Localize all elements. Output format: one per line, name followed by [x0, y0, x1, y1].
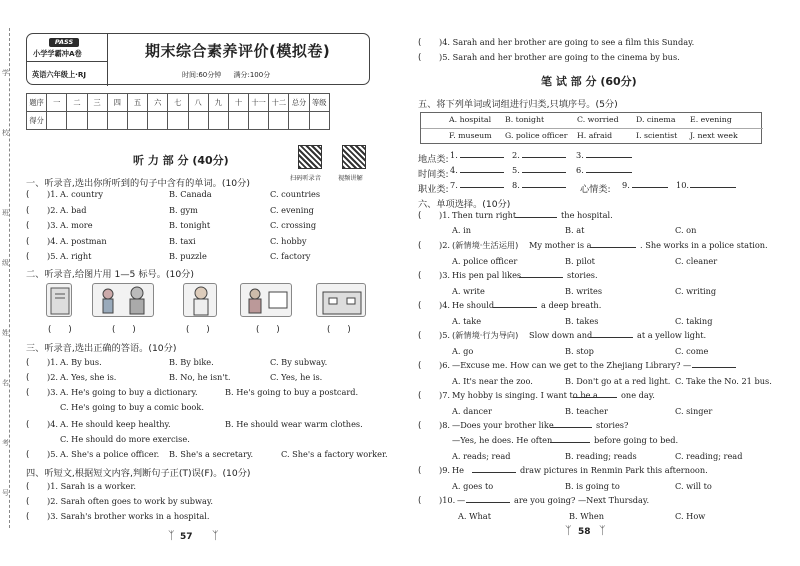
- blank-number: 3.: [576, 150, 584, 160]
- category-time: 时间类:: [418, 169, 449, 180]
- answer-paren[interactable]: (: [26, 420, 30, 430]
- statement-text: )5. Sarah and her brother are going to the cinema by bus.: [439, 52, 680, 62]
- listening-title: 听 力 部 分 (40分): [133, 154, 229, 167]
- option-b: B. When: [569, 511, 605, 521]
- option-b: B. By bike.: [169, 357, 214, 367]
- section-6-title: 六、单项选择。(10分): [418, 199, 511, 210]
- answer-paren[interactable]: (: [26, 373, 30, 383]
- word-row-2: [421, 129, 763, 145]
- answer-blank[interactable]: [466, 495, 510, 503]
- question-number: )9.: [439, 465, 451, 475]
- ornament-icon: ᛉ: [168, 529, 175, 542]
- answer-paren[interactable]: (: [26, 482, 30, 492]
- option-b: B. stop: [565, 346, 594, 356]
- option-c: C. She's a factory worker.: [281, 449, 388, 459]
- option-a: A. postman: [60, 235, 107, 246]
- score-cell[interactable]: [168, 112, 188, 130]
- answer-blank[interactable]: [589, 330, 633, 338]
- kids-picture: [92, 283, 154, 317]
- word-option: D. cinema: [636, 115, 676, 124]
- question-stem: draw pictures in Renmin Park this afternoon.: [520, 465, 708, 475]
- score-header-cell: 六: [148, 94, 168, 112]
- score-header-cell: 总分: [289, 94, 309, 112]
- word-row-1: [421, 113, 763, 129]
- word-option: J. next week: [690, 131, 738, 140]
- score-header-cell: 十二: [269, 94, 289, 112]
- answer-blank[interactable]: [550, 435, 590, 443]
- option-c: C. hobby: [270, 235, 307, 246]
- score-cell[interactable]: [208, 112, 228, 130]
- option-a: A. more: [60, 220, 93, 230]
- option-a: A. go: [452, 346, 474, 356]
- answer-blank[interactable]: [472, 465, 516, 473]
- question-stem: His pen pal likes: [452, 270, 522, 280]
- question-text: )1.: [47, 189, 59, 199]
- word-box: [420, 112, 762, 144]
- statement-text: )3. Sarah's brother works in a hospital.: [47, 511, 210, 521]
- exam-full-score: 满分:100分: [233, 71, 271, 79]
- score-header-cell: 十: [228, 94, 248, 112]
- answer-blank[interactable]: [519, 270, 563, 278]
- answer-blank[interactable]: [690, 180, 736, 188]
- binding-label: 学: [2, 69, 9, 77]
- question-text: )5.: [47, 449, 59, 459]
- question-text: )5.: [47, 251, 59, 261]
- question-stem: one day.: [621, 390, 655, 400]
- exam-title: 期末综合素养评价(模拟卷): [145, 42, 331, 60]
- answer-paren[interactable]: (: [418, 466, 422, 476]
- question-number: )4.: [439, 300, 451, 310]
- answer-paren[interactable]: (: [418, 38, 422, 48]
- score-header-cell: 九: [208, 94, 228, 112]
- score-header-cell: 四: [107, 94, 127, 112]
- option-b: B. Don't go at a red light.: [565, 376, 671, 386]
- option-c: C. taking: [675, 316, 713, 326]
- statement-text: )4. Sarah and her brother are going to see a film this Sunday.: [439, 37, 695, 47]
- question-stem: He should: [452, 300, 495, 310]
- answer-paren[interactable]: (: [26, 512, 30, 522]
- category-job: 职业类:: [418, 184, 449, 195]
- option-c: C. on: [675, 225, 697, 235]
- option-a: A. goes to: [452, 481, 494, 491]
- score-input-row: [27, 112, 330, 130]
- question-stem: stories.: [567, 270, 598, 280]
- question-number: )7.: [439, 390, 451, 400]
- section-1-title: 一、听录音,选出你所听到的句子中含有的单词。(10分): [26, 178, 250, 189]
- question-stem: are you going? —Next Thursday.: [514, 495, 650, 505]
- option-a: A. write: [452, 286, 485, 296]
- option-b: B. tonight: [169, 220, 211, 230]
- option-c: C. How: [675, 511, 706, 521]
- qr-code-icon[interactable]: [298, 145, 322, 169]
- option-b: B. No, he isn't.: [169, 372, 231, 382]
- score-cell[interactable]: [47, 112, 67, 130]
- exam-meta: [182, 70, 280, 80]
- option-b: B. gym: [169, 204, 198, 215]
- option-a: A. She's a police officer.: [60, 449, 160, 459]
- question-stem: —Excuse me. How can we get to the Zhejiang Library? —: [452, 360, 692, 370]
- score-header-cell: 一: [47, 94, 67, 112]
- context-tag: (新情境·生活运用): [452, 240, 519, 250]
- answer-blank[interactable]: [515, 210, 557, 218]
- score-cell[interactable]: [228, 112, 248, 130]
- answer-paren[interactable]: (: [26, 205, 30, 216]
- answer-paren[interactable]: (: [418, 361, 422, 371]
- answer-blank[interactable]: [573, 390, 617, 398]
- option-a: A. It's near the zoo.: [452, 376, 533, 386]
- score-cell[interactable]: [148, 112, 168, 130]
- score-cell[interactable]: [127, 112, 147, 130]
- question-stem: —Yes, he does. He often: [452, 435, 553, 445]
- word-option: B. tonight: [505, 115, 545, 124]
- building-picture: [316, 283, 366, 317]
- answer-paren[interactable]: (: [26, 221, 30, 231]
- question-stem: . She works in a police station.: [640, 240, 768, 250]
- word-option: F. museum: [449, 131, 492, 140]
- option-a: A. dancer: [452, 406, 492, 416]
- option-c: C. writing: [675, 286, 717, 296]
- option-c: C. countries: [270, 189, 321, 199]
- word-option: I. scientist: [636, 131, 678, 140]
- option-c: C. singer: [675, 406, 713, 416]
- option-a: A. Yes, she is.: [60, 372, 117, 382]
- score-table: [26, 93, 330, 130]
- answer-paren[interactable]: (: [418, 421, 422, 431]
- option-b: B. taxi: [169, 235, 196, 246]
- score-cell[interactable]: [249, 112, 269, 130]
- question-stem: My mother is a: [529, 240, 592, 250]
- binding-margin: [0, 28, 18, 528]
- answer-paren[interactable]: (: [26, 450, 30, 460]
- painting-picture: [240, 283, 292, 317]
- question-number: )8.: [439, 420, 451, 430]
- option-a: A. reads; read: [452, 451, 511, 461]
- question-text: )4.: [47, 235, 59, 246]
- question-stem: the hospital.: [561, 210, 613, 220]
- qr-caption-video: 视频讲解: [338, 175, 363, 182]
- option-c: C. reading; read: [675, 451, 743, 461]
- page-number: 57: [180, 532, 193, 542]
- blank-number: 10.: [676, 180, 690, 190]
- answer-paren[interactable]: (: [418, 496, 422, 506]
- option-a: A. right: [60, 251, 92, 261]
- answer-paren[interactable]: (: [26, 190, 30, 200]
- section-5-title: 五、将下列单词或词组进行归类,只填序号。(5分): [418, 99, 618, 110]
- score-header-cell: 三: [87, 94, 107, 112]
- ornament-icon: ᛉ: [599, 524, 606, 537]
- option-b: B. at: [565, 225, 585, 235]
- qr-code-icon[interactable]: [342, 145, 366, 169]
- answer-paren[interactable]: (: [418, 301, 422, 311]
- option-c: C. will to: [675, 481, 712, 491]
- answer-blank[interactable]: [460, 165, 504, 173]
- question-stem: —: [457, 495, 466, 505]
- question-number: )3.: [439, 270, 451, 280]
- score-header-cell: 八: [188, 94, 208, 112]
- option-a: A. bad: [60, 204, 87, 215]
- option-a: A. He should keep healthy.: [60, 419, 171, 429]
- score-header-cell: 题序: [27, 94, 47, 112]
- binding-label: 校: [2, 129, 9, 137]
- blank-number: 9.: [622, 180, 630, 190]
- binding-label: 级: [2, 259, 9, 267]
- question-number: )5.: [439, 330, 451, 340]
- blank-number: 8.: [512, 180, 520, 190]
- statement-text: )1. Sarah is a worker.: [47, 481, 136, 491]
- answer-paren[interactable]: (: [418, 53, 422, 63]
- exam-header: [26, 33, 370, 85]
- question-number: )10.: [439, 495, 456, 505]
- answer-blank[interactable]: [522, 150, 566, 158]
- option-b: B. She's a secretary.: [169, 449, 254, 459]
- answer-blank[interactable]: [590, 240, 636, 248]
- blank-number: 5.: [512, 165, 520, 175]
- word-option: A. hospital: [449, 115, 492, 124]
- binding-label: 名: [2, 379, 9, 387]
- blank-number: 1.: [450, 150, 458, 160]
- answer-paren[interactable]: (: [418, 271, 422, 281]
- page-number: 58: [578, 527, 591, 537]
- question-stem: My hobby is singing. I want to be a: [452, 390, 598, 400]
- context-tag: (新情境·行为导向): [452, 330, 519, 340]
- answer-paren[interactable]: (: [418, 211, 422, 221]
- option-b: B. teacher: [565, 406, 608, 416]
- option-a: A. What: [458, 511, 491, 521]
- section-3-title: 三、听录音,选出正确的答语。(10分): [26, 343, 177, 354]
- scientist-picture: [183, 283, 217, 317]
- blank-number: 2.: [512, 150, 520, 160]
- pass-logo: PASS: [49, 38, 79, 47]
- answer-blank[interactable]: [692, 360, 736, 368]
- score-cell[interactable]: [67, 112, 87, 130]
- option-a: A. He's going to buy a dictionary.: [60, 387, 198, 397]
- option-b: B. Canada: [169, 189, 212, 199]
- score-cell[interactable]: [87, 112, 107, 130]
- answer-paren[interactable]: ( ): [112, 325, 136, 335]
- score-header-cell: 七: [168, 94, 188, 112]
- question-stem: Then turn right: [452, 210, 517, 220]
- grade-label: 英语六年级上·RJ: [32, 70, 87, 79]
- blank-number: 4.: [450, 165, 458, 175]
- score-cell[interactable]: [188, 112, 208, 130]
- question-text: )2.: [47, 372, 59, 382]
- qr-caption-audio: 扫码听录音: [290, 175, 321, 182]
- score-header-cell: 等级: [309, 94, 329, 112]
- question-stem: —Does your brother like: [452, 420, 554, 430]
- answer-paren[interactable]: ( ): [327, 325, 351, 335]
- option-c: C. factory: [270, 251, 311, 261]
- question-text: )4.: [47, 419, 59, 429]
- option-c: C. Take the No. 21 bus.: [675, 376, 772, 386]
- answer-blank[interactable]: [522, 180, 566, 188]
- answer-blank[interactable]: [493, 300, 537, 308]
- answer-paren[interactable]: (: [418, 241, 422, 251]
- option-a: A. in: [452, 225, 472, 235]
- question-stem: a deep breath.: [541, 300, 602, 310]
- option-c: C. He should do more exercise.: [60, 434, 190, 444]
- question-text: )3.: [47, 220, 59, 230]
- answer-paren[interactable]: (: [26, 252, 30, 262]
- answer-paren[interactable]: (: [418, 331, 422, 341]
- option-a: A. police officer: [452, 256, 518, 266]
- section-4-title: 四、听短文,根据短文内容,判断句子正(T)误(F)。(10分): [26, 468, 251, 479]
- score-header-cell: 五: [127, 94, 147, 112]
- question-text: )2.: [47, 204, 59, 215]
- score-cell[interactable]: [309, 112, 329, 130]
- written-title: 笔 试 部 分 (60分): [541, 75, 637, 88]
- binding-label: 号: [2, 489, 9, 497]
- answer-paren[interactable]: ( ): [48, 325, 72, 335]
- answer-paren[interactable]: ( ): [186, 325, 210, 335]
- score-header-row: [27, 94, 330, 112]
- question-number: )6.: [439, 360, 451, 370]
- option-a: A. take: [452, 316, 482, 326]
- question-stem: He: [452, 465, 464, 475]
- section-2-title: 二、听录音,给图片用 1—5 标号。(10分): [26, 269, 194, 280]
- option-b: B. pilot: [565, 256, 595, 266]
- binding-label: 班: [2, 209, 9, 217]
- category-place: 地点类:: [418, 154, 449, 165]
- exam-time: 时间:60分钟: [182, 71, 222, 79]
- answer-blank[interactable]: [586, 150, 632, 158]
- ornament-icon: ᛉ: [565, 524, 572, 537]
- blank-number: 6.: [576, 165, 584, 175]
- question-number: )2.: [439, 240, 451, 250]
- score-cell[interactable]: [107, 112, 127, 130]
- answer-blank[interactable]: [460, 180, 504, 188]
- option-a: A. country: [60, 189, 104, 199]
- option-a: A. By bus.: [60, 357, 102, 367]
- option-b: B. reading; reads: [565, 451, 637, 461]
- question-stem: before going to bed.: [594, 435, 679, 445]
- word-option: H. afraid: [577, 131, 613, 140]
- answer-blank[interactable]: [550, 420, 592, 428]
- option-c: C. He's going to buy a comic book.: [60, 402, 204, 412]
- question-text: )3.: [47, 387, 59, 397]
- score-cell[interactable]: [289, 112, 309, 130]
- question-stem: stories?: [596, 420, 629, 430]
- option-b: B. He should wear warm clothes.: [225, 419, 363, 429]
- option-b: B. takes: [565, 316, 599, 326]
- ornament-icon: ᛉ: [212, 529, 219, 542]
- option-b: B. is going to: [565, 481, 620, 491]
- answer-paren[interactable]: (: [26, 388, 30, 398]
- option-b: B. puzzle: [169, 251, 207, 261]
- score-cell[interactable]: [269, 112, 289, 130]
- option-b: B. He's going to buy a postcard.: [225, 387, 359, 397]
- answer-paren[interactable]: (: [26, 236, 30, 247]
- answer-paren[interactable]: (: [26, 497, 30, 507]
- category-mood: 心情类:: [580, 184, 611, 195]
- option-c: C. Yes, he is.: [270, 372, 323, 382]
- score-header-cell: 十一: [249, 94, 269, 112]
- word-option: G. police officer: [505, 131, 568, 140]
- option-b: B. writes: [565, 286, 603, 296]
- score-header-cell: 二: [67, 94, 87, 112]
- option-c: C. cleaner: [675, 256, 718, 266]
- option-c: C. come: [675, 346, 709, 356]
- answer-blank[interactable]: [586, 165, 632, 173]
- option-c: C. crossing: [270, 220, 317, 230]
- binding-label: 姓: [2, 329, 9, 337]
- answer-blank[interactable]: [632, 180, 668, 188]
- dictionary-picture: [46, 283, 72, 317]
- question-stem: at a yellow light.: [637, 330, 707, 340]
- question-number: )1.: [439, 210, 451, 220]
- binding-label: 考: [2, 439, 9, 447]
- blank-number: 7.: [450, 180, 458, 190]
- word-option: C. worried: [577, 115, 619, 124]
- word-option: E. evening: [690, 115, 732, 124]
- answer-blank[interactable]: [522, 165, 566, 173]
- question-stem: Slow down and: [529, 330, 593, 340]
- statement-text: )2. Sarah often goes to work by subway.: [47, 496, 214, 506]
- answer-paren[interactable]: ( ): [256, 325, 280, 335]
- option-c: C. evening: [270, 204, 314, 215]
- question-text: )1.: [47, 357, 59, 367]
- answer-blank[interactable]: [460, 150, 504, 158]
- brand-name: 小学学霸冲A卷: [33, 49, 82, 58]
- answer-paren[interactable]: (: [26, 358, 30, 368]
- answer-paren[interactable]: (: [418, 391, 422, 401]
- score-row-label: 得分: [27, 112, 47, 130]
- option-c: C. By subway.: [270, 357, 328, 367]
